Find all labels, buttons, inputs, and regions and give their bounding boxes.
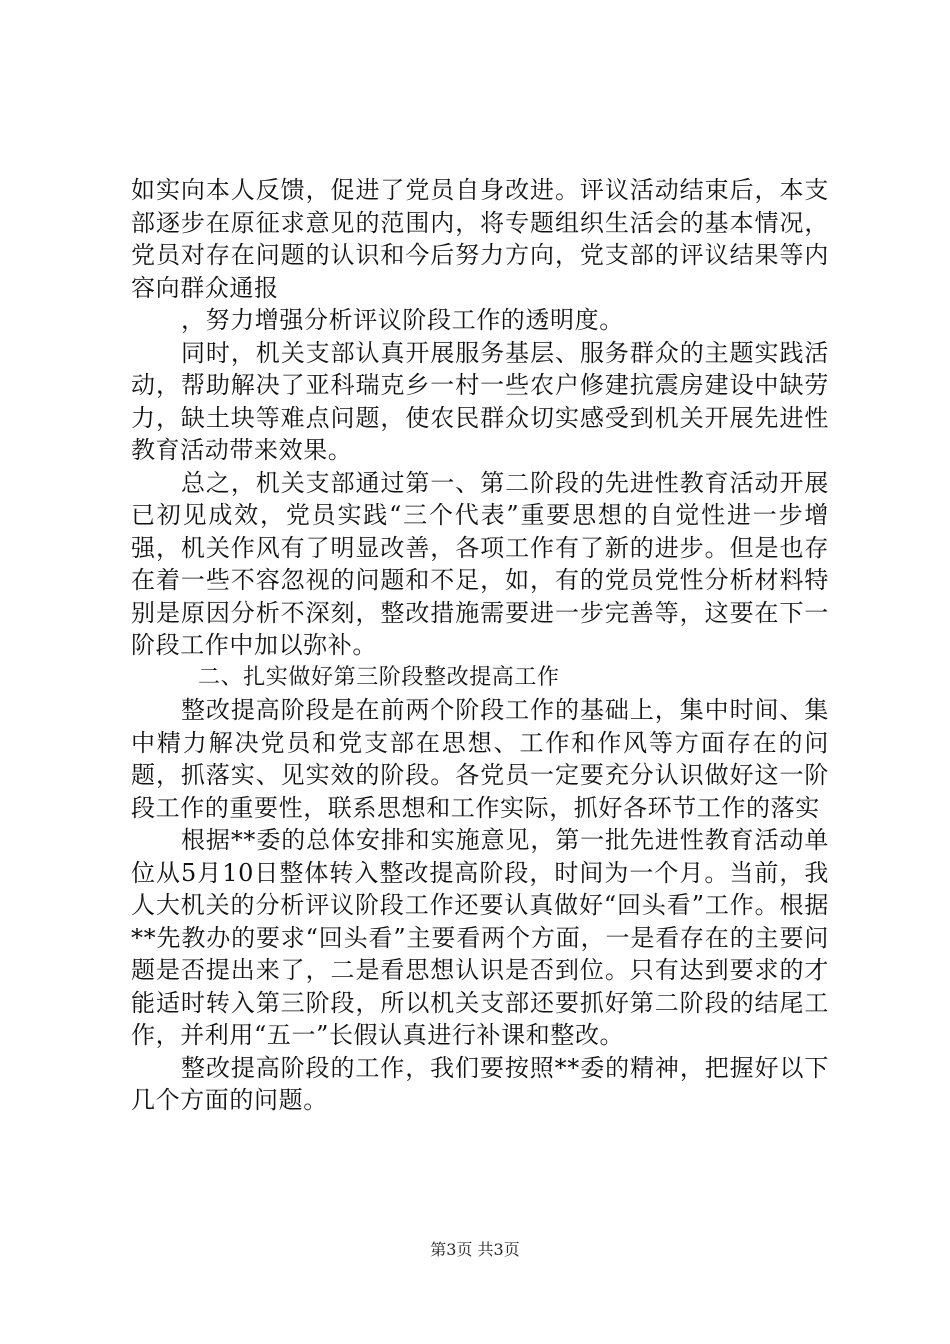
paragraph-service-practice: 同时，机关支部认真开展服务基层、服务群众的主题实践活动，帮助解决了亚科瑞克乡一村一些农户修建抗震房建设中缺劳力，缺土块等难点问题，使农民群众切实感受到机关开展先进性教育活动带来效果。: [131, 338, 829, 464]
section-heading-phase-three: 二、扎实做好第三阶段整改提高工作: [198, 664, 560, 690]
paragraph-key-issues: 整改提高阶段的工作，我们要按照**委的精神，把握好以下几个方面的问题。: [131, 1053, 829, 1114]
document-body: [131, 174, 829, 1117]
page-footer: 第3页 共3页: [430, 1240, 520, 1259]
paragraph-summary: 总之，机关支部通过第一、第二阶段的先进性教育活动开展已初见成效，党员实践“三个代表”重要思想的自觉性进一步增强，机关作风有了明显改善，各项工作有了新的进步。但是也存在着一些不容忽视的问题和不足，如，有的党员党性分析材料特别是原因分析不深刻，整改措施需要进一步完善等，这要在下一阶段工作中加以弥补。: [131, 468, 829, 659]
paragraph-arrangement: 根据**委的总体安排和实施意见，第一批先进性教育活动单位从5月10日整体转入整改提高阶段，时间为一个月。当前，我人大机关的分析评议阶段工作还要认真做好“回头看”工作。根据**先教办的要求“回头看”主要看两个方面，一是看存在的主要问题是否提出来了，二是看思想认识是否到位。只有达到要求的才能适时转入第三阶段，所以机关支部还要抓好第二阶段的结尾工作，并利用“五一”长假认真进行补课和整改。: [131, 826, 829, 1049]
paragraph-rectification-intro: 整改提高阶段是在前两个阶段工作的基础上，集中时间、集中精力解决党员和党支部在思想、工作和作风等方面存在的问题，抓落实、见实效的阶段。各党员一定要充分认识做好这一阶段工作的重要性，联系思想和工作实际，抓好各环节工作的落实: [131, 696, 829, 822]
paragraph-transparency: ，努力增强分析评议阶段工作的透明度。: [181, 306, 624, 334]
paragraph-feedback-continuation: 如实向本人反馈，促进了党员自身改进。评议活动结束后，本支部逐步在原征求意见的范围内，将专题组织生活会的基本情况，党员对存在问题的认识和今后努力方向，党支部的评议结果等内容向群众通报: [131, 176, 829, 302]
